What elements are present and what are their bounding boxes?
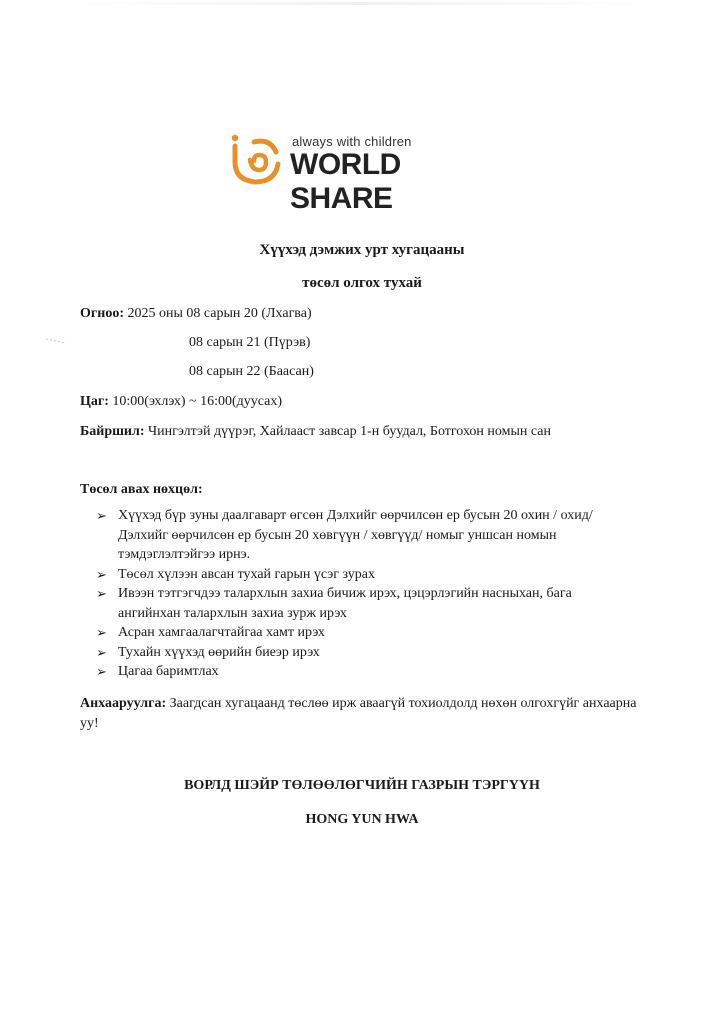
- requirement-text: Ивээн тэтгэгчдээ талархлын захиа бичиж ирэх, цэцэрлэгийн насныхан, бага ангийнхан талархлын захиа зурж ирэх: [118, 586, 572, 621]
- requirement-text: Цагаа баримтлах: [118, 664, 219, 679]
- date-value-3: 08 сарын 22 (Баасан): [189, 364, 314, 379]
- requirement-text: Асран хамгаалагчтайгаа хамт ирэх: [118, 625, 325, 640]
- requirement-text: Тухайн хүүхэд өөрийн биеэр ирэх: [118, 644, 320, 660]
- arrow-bullet-icon: ➢: [96, 644, 107, 660]
- requirement-text: Төсөл хүлээн авсан тухай гарын үсэг зурах: [118, 566, 375, 582]
- list-item: [96, 584, 636, 623]
- signature-title: ВОРЛД ШЭЙР ТӨЛӨӨЛӨГЧИЙН ГАЗРЫН ТЭРГҮҮН: [184, 778, 540, 793]
- date-value-1: 2025 оны 08 сарын 20 (Лхагва): [127, 306, 312, 321]
- world-share-logo-icon: [230, 130, 288, 188]
- list-item: [96, 662, 636, 682]
- list-item: [96, 506, 636, 565]
- date-row: [80, 306, 312, 322]
- date-label: Огноо:: [80, 306, 124, 321]
- time-row: [80, 394, 282, 410]
- notice-paragraph: [80, 694, 640, 734]
- logo-tagline: always with children: [292, 134, 412, 149]
- arrow-bullet-icon: ➢: [96, 586, 107, 601]
- list-item: [96, 623, 636, 643]
- logo-brand: WORLD SHARE: [290, 148, 401, 215]
- list-item: [96, 565, 636, 585]
- time-label: Цаг:: [80, 394, 109, 409]
- arrow-bullet-icon: ➢: [96, 508, 107, 523]
- signature-name: HONG YUN HWA: [305, 812, 419, 827]
- arrow-bullet-icon: ➢: [96, 664, 107, 679]
- requirement-text: Хүүхэд бүр зуны даалгаварт өгсөн Дэлхийг өөрчилсөн ер бусын 20 охин / охид/ Дэлхийг өөрчилсөн ер бусын 20 хөвгүүн / хөвгүүд/ номыг уншсан номын тэмдэглэлтэйгээ ирнэ.: [118, 508, 593, 562]
- requirements-label: Төсөл авах нөхцөл:: [80, 482, 203, 497]
- arrow-bullet-icon: ➢: [96, 566, 107, 582]
- notice-label: Анхааруулга:: [80, 696, 167, 711]
- list-item: [96, 643, 636, 663]
- world-share-logo: [230, 130, 500, 215]
- scan-edge-shadow: [60, 2, 660, 5]
- location-value: Чингэлтэй дүүрэг, Хайлааст завсар 1-н буудал, Ботгохон номын сан: [148, 424, 551, 439]
- time-value: 10:00(эхлэх) ~ 16:00(дуусах): [112, 394, 283, 409]
- date-value-2: 08 сарын 21 (Пүрэв): [189, 335, 311, 350]
- document-title-line-1: Хүүхэд дэмжих урт хугацааны: [259, 242, 465, 258]
- document-title-line-2: төсөл олгох тухай: [302, 275, 422, 291]
- notice-text: Заагдсан хугацаанд төслөө ирж аваагүй тохиолдолд нөхөн олгохгүйг анхаарна уу!: [80, 696, 637, 731]
- scan-speck: [46, 338, 68, 344]
- arrow-bullet-icon: ➢: [96, 625, 107, 640]
- location-row: [80, 424, 551, 440]
- requirements-list: [96, 506, 636, 682]
- location-label: Байршил:: [80, 424, 145, 439]
